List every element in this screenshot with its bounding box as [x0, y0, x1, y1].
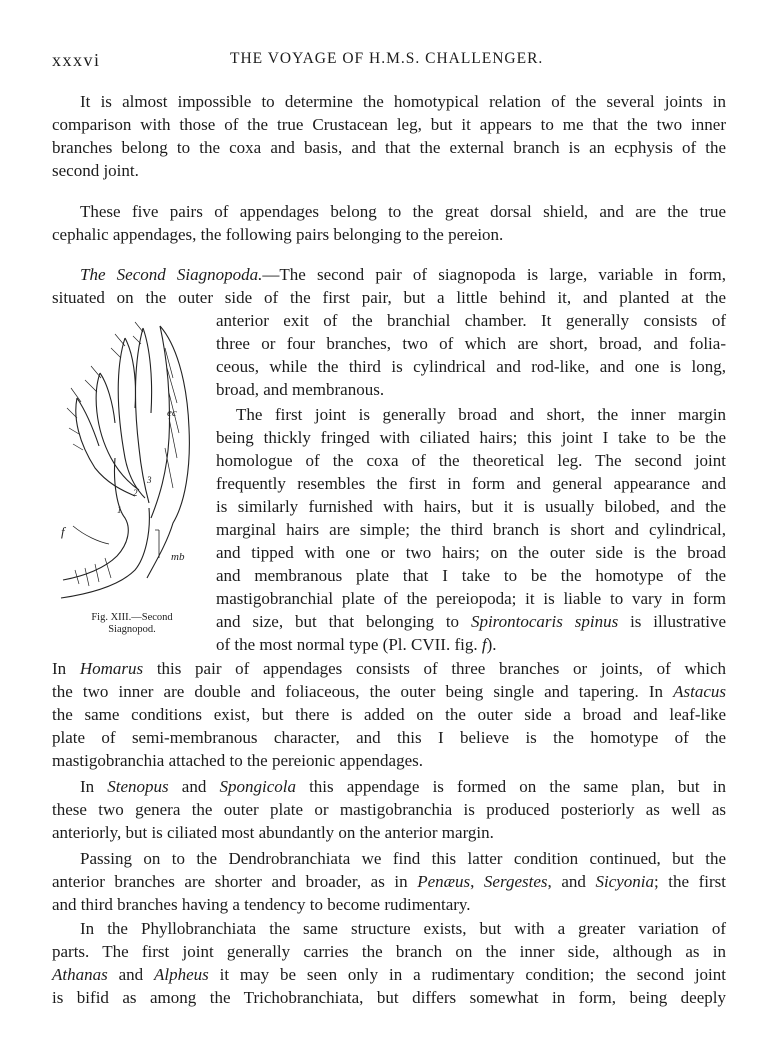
text-span: ; the first [653, 872, 726, 891]
species-name: Spirontocaris spinus [470, 612, 619, 631]
text-span: In [80, 777, 108, 796]
text-line: the same conditions exist, but there is added on the outer side a broad and leaf-like [52, 705, 726, 724]
running-title: THE VOYAGE OF H.M.S. CHALLENGER. [230, 50, 544, 67]
text-line: and third branches having a tendency to become rudimentary. [52, 895, 471, 914]
text-line: In the Phyllobranchiata the same structure exists, but with a greater variation of [80, 919, 726, 938]
text-line [216, 634, 726, 656]
genus-name: Stenopus [107, 777, 169, 796]
text-line [80, 776, 726, 798]
text-line: plate of semi-membranous character, and this I believe is the homotype of the [52, 728, 726, 747]
text-span: ). [486, 635, 497, 654]
text-line [52, 681, 726, 703]
text-span: anterior branches are shorter and broader, as in [52, 872, 418, 891]
text-span: —The second pair of siagnopoda is large, variable in form, [262, 265, 726, 284]
text-line: these two genera the outer plate or mastigobranchia is produced posteriorly as well as [52, 800, 726, 819]
text-line: anteriorly, but is ciliated most abundantly on the anterior margin. [52, 823, 494, 842]
label-1: 1 [117, 505, 122, 515]
text-line: These five pairs of appendages belong to the great dorsal shield, and are the true [80, 202, 726, 221]
text-line: comparison with those of the true Crustacean leg, but it appears to me that the two inner [52, 115, 726, 134]
text-line: mastigobranchia attached to the pereionic appendages. [52, 751, 424, 770]
text-line: and membranous plate that I take to be the homotype of the [216, 566, 726, 585]
pointer-line [73, 526, 109, 544]
text-line: three or four branches, two of which are short, broad, and folia- [216, 334, 726, 353]
caption-line: Fig. XIII.—Second [91, 612, 173, 623]
lobe-outline [100, 373, 115, 423]
text-span: it may be seen only in a rudimentary condition; the second joint [208, 965, 726, 984]
stem-outline [63, 458, 128, 580]
siagnopod-figure [55, 318, 205, 608]
text-line [52, 964, 726, 986]
text-line: is similarly furnished with hairs, but it is usually bilobed, and the [216, 497, 726, 516]
genus-name: Penæus [417, 872, 471, 891]
text-span: , and [547, 872, 596, 891]
figure-ref: f [481, 635, 487, 654]
text-span: and size, but that belonging to [216, 612, 471, 631]
text-line: cephalic appendages, the following pairs belonging to the pereion. [52, 225, 504, 244]
text-line: anterior exit of the branchial chamber. It generally consists of [216, 311, 726, 330]
text-line [216, 611, 726, 633]
pointer-line [155, 530, 159, 558]
section-heading: The Second Siagnopoda. [80, 265, 263, 284]
text-line: It is almost impossible to determine the homotypical relation of the several joints in [80, 92, 726, 111]
genus-name: Sergestes [483, 872, 548, 891]
text-line: being thickly fringed with ciliated hairs; this joint I take to be the [216, 428, 726, 447]
text-span: this pair of appendages consists of three branches or joints, of which [143, 659, 726, 678]
text-line: ceous, while the third is cylindrical and rod-like, and one is long, [216, 357, 726, 376]
text-line: and tipped with one or two hairs; on the outer side is the broad [216, 543, 726, 562]
label-3: 3 [147, 475, 152, 485]
genus-name: Athanas [52, 965, 108, 984]
text-line: second joint. [52, 161, 139, 180]
text-span: In [52, 659, 80, 678]
genus-name: Sicyonia [595, 872, 654, 891]
text-line: homologue of the coxa of the theoretical leg. The second joint [216, 451, 726, 470]
text-line: situated on the outer side of the first pair, but a little behind it, and planted at the [52, 288, 726, 307]
text-line: Passing on to the Dendrobranchiata we find this latter condition continued, but the [80, 849, 726, 868]
genus-name: Astacus [673, 682, 726, 701]
label-mb: mb [171, 551, 185, 563]
text-line: The first joint is generally broad and short, the inner margin [236, 405, 726, 424]
text-line: branches belong to the coxa and basis, and that the external branch is an ecphysis of the [52, 138, 726, 157]
text-line: broad, and membranous. [216, 380, 385, 399]
text-span: this appendage is formed on the same plan, but in [295, 777, 726, 796]
text-line [80, 264, 726, 286]
page-number: xxxvi [52, 50, 101, 70]
caption-line: Siagnopod. [108, 624, 156, 635]
lobe-outline [125, 338, 136, 408]
label-f: f [61, 524, 65, 539]
stem-outline [61, 508, 149, 598]
genus-name: Spongicola [219, 777, 296, 796]
text-line: parts. The first joint generally carries the branch on the inner side, although as in [52, 942, 726, 961]
figure-caption [62, 612, 202, 636]
text-span: , [470, 872, 484, 891]
text-span: is illustrative [618, 612, 727, 631]
text-line [52, 871, 726, 893]
text-line: frequently resembles the first in form and general appearance and [216, 474, 726, 493]
text-span: and [168, 777, 220, 796]
label-ec: ec [167, 407, 177, 419]
text-line: marginal hairs are simple; the third branch is short and cylindrical, [216, 520, 726, 539]
genus-name: Alpheus [153, 965, 209, 984]
text-span: the two inner are double and foliaceous, the outer being single and tapering. In [52, 682, 674, 701]
label-2: 2 [133, 488, 138, 498]
lobe-outline [143, 328, 152, 413]
text-span: and [107, 965, 154, 984]
text-line [52, 658, 726, 680]
genus-name: Homarus [79, 659, 144, 678]
text-span: of the most normal type (Pl. CVII. fig. [216, 635, 482, 654]
text-line: is bifid as among the Trichobranchiata, but differs somewhat in form, being deeply [52, 988, 726, 1007]
text-line: mastigobranchial plate of the pereiopoda; it is liable to vary in form [216, 589, 726, 608]
